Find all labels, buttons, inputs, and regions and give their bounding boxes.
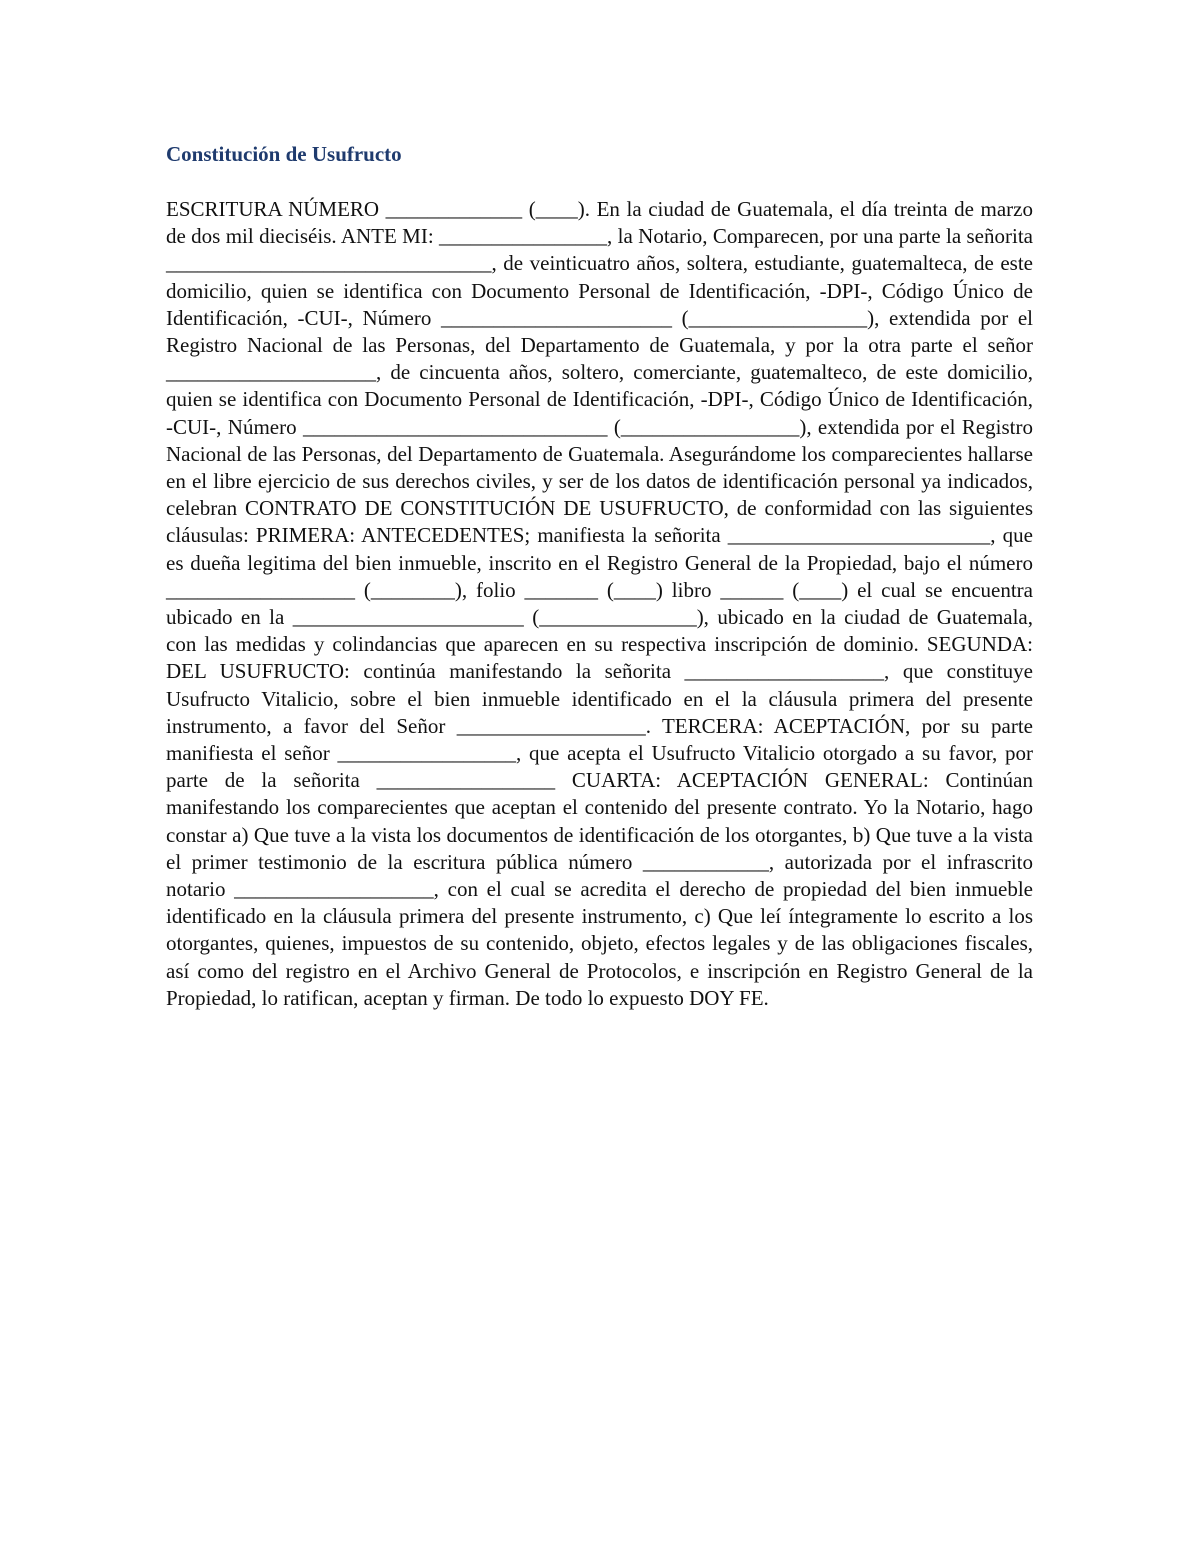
document-title: Constitución de Usufructo bbox=[166, 142, 402, 166]
document-body: ESCRITURA NÚMERO _____________ (____). En la ciudad de Guatemala, el día treinta de marzo de dos mil dieciséis. ANTE MI: ________________, la Notario, Comparecen, por una parte la señorita _______________________________, de veinticuatro años, soltera, estudiante, guatemalteca, de este domicilio, quien se identifica con Documento Personal de Identificación, -DPI-, Código Único de Identificación, -CUI-, Número ______________________ (_________________), extendida por el Registro Nacional de las Personas, del Departamento de Guatemala, y por la otra parte el señor ____________________, de cincuenta años, soltero, comerciante, guatemalteco, de este domicilio, quien se identifica con Documento Personal de Identificación, -DPI-, Código Único de Identificación, -CUI-, Número _____________________________ (_________________), extendida por el Registro Nacional de las Personas, del Departamento de Guatemala. Asegurándome los comparecientes hallarse en el libre ejercicio de sus derechos civiles, y ser de los datos de identificación personal ya indicados, celebran CONTRATO DE CONSTITUCIÓN DE USUFRUCTO, de conformidad con las siguientes cláusulas: PRIMERA: ANTECEDENTES; manifiesta la señorita _________________________, que es dueña legitima del bien inmueble, inscrito en el Registro General de la Propiedad, bajo el número __________________ (________), folio _______ (____) libro ______ (____) el cual se encuentra ubicado en la ______________________ (_______________), ubicado en la ciudad de Guatemala, con las medidas y colindancias que aparecen en su respectiva inscripción de dominio. SEGUNDA: DEL USUFRUCTO: continúa manifestando la señorita ___________________, que constituye Usufructo Vitalicio, sobre el bien inmueble identificado en el la cláusula primera del presente instrumento, a favor del Señor __________________. TERCERA: ACEPTACIÓN, por su parte manifiesta el señor _________________, que acepta el Usufructo Vitalicio otorgado a su favor, por parte de la señorita _________________ CUARTA: ACEPTACIÓN GENERAL: Continúan manifestando los comparecientes que aceptan el contenido del presente contrato. Yo la Notario, hago constar a) Que tuve a la vista los documentos de identificación de los otorgantes, b) Que tuve a la vista el primer testimonio de la escritura pública número ____________, autorizada por el infrascrito notario ___________________, con el cual se acredita el derecho de propiedad del bien inmueble identificado en la cláusula primera del presente instrumento, c) Que leí íntegramente lo escrito a los otorgantes, quienes, impuestos de su contenido, objeto, efectos legales y de las obligaciones fiscales, así como del registro en el Archivo General de Protocolos, e inscripción en Registro General de la Propiedad, lo ratifican, aceptan y firman. De todo lo expuesto DOY FE. bbox=[166, 197, 1033, 1010]
